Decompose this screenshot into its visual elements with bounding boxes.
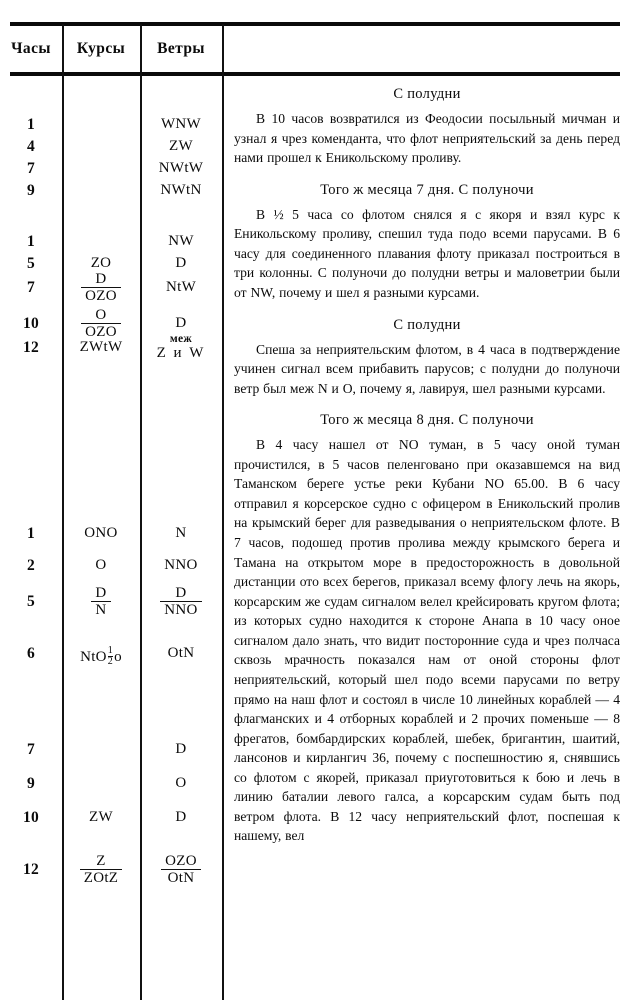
log-entry — [234, 182, 620, 303]
cell-wind — [140, 586, 222, 619]
wind-between-value — [157, 334, 206, 361]
log-entry-heading: Того ж месяца 7 дня. С полуночи — [320, 181, 534, 198]
cell-wind: O — [175, 775, 187, 791]
cell-wind: NtW — [165, 279, 197, 295]
cell-course: ZWtW — [79, 339, 123, 355]
cell-course: ZO — [90, 255, 112, 271]
fraction-numerator: OZO — [165, 853, 197, 869]
table-header-row — [0, 34, 630, 68]
cell-course: ZW — [89, 809, 113, 825]
cell-course — [62, 646, 140, 667]
course-suffix: o — [114, 649, 122, 665]
log-entry-heading: Того ж месяца 8 дня. С полуночи — [320, 412, 534, 429]
cell-hour: 5 — [26, 593, 36, 610]
log-entry-heading: С полудни — [393, 86, 461, 102]
cell-hour: 1 — [26, 233, 36, 250]
cell-hour: 12 — [22, 339, 40, 356]
fraction-numerator: D — [95, 585, 107, 601]
log-entry-heading: С полудни — [393, 316, 461, 333]
cell-wind: N — [175, 525, 187, 541]
cell-wind: WNW — [160, 116, 202, 132]
column-rule-winds — [222, 24, 224, 1000]
fraction-numerator: O — [95, 307, 107, 323]
cell-hour: 12 — [22, 861, 40, 878]
cell-hour: 10 — [22, 315, 40, 332]
fraction-value — [81, 308, 121, 341]
half-fraction — [108, 646, 113, 667]
column-header-hours: Часы — [11, 40, 51, 57]
fraction-denominator: OZO — [81, 287, 121, 304]
wind-between-directions: Z и W — [156, 344, 206, 361]
cell-hour: 1 — [26, 525, 36, 542]
cell-wind: D — [175, 741, 187, 757]
fraction-denominator: OtN — [161, 869, 201, 886]
fraction-value — [80, 854, 123, 887]
cell-wind: ZW — [169, 138, 193, 154]
column-header-courses: Курсы — [76, 40, 126, 57]
log-entry-text: В 4 часу нашел от NO туман, в 5 часу оной туман прочистился, в 5 часов пеленговано при оказавшемся на вид Таманском береге устье реки Кубани NO 65.00. В 6 часу отправил я корсерское судно с офицером в Еникольский пролив на крымский берег для разведывания о неприятельском флоте. В 7 часов, подошед против пролива между крымского берега и Тамана на открытом море в предосторожность в довольной дистанции ото всех берегов, приказал всему флогу лечь на якорь, корсарским же судам сигналом велел крейсировать кругом флота; из которых судно находится к стороне Анапа в 10 часу оное сигналом дало знать, что видит посторонние суда и чрез полчаса сквозь мрачность показался нам от оной стороны флот неприятельский, который шел подо всеми парусами по ветру прямо на наш флот и состоял в числе 10 линейных кораблей — 4 флагманских и 4 отборных кораблей и 2 прочих поменьше — 8 фрегатов, бомбардирских кораблей, шебек, бригантин, шаитий, лансонов и кирлангич 36, почему с поспешностию я, снявшись со флотом с якорей, приказал приуготовиться к бою и лечь в линию баталии левого галса, а корсарским судам быть под ветром флота. В 12 часу неприятельский флот, поспешая к нашему, вел — [234, 437, 620, 844]
cell-hour: 9 — [26, 775, 36, 792]
cell-wind: OtN — [167, 645, 195, 661]
cell-wind: D — [175, 255, 187, 271]
cell-course — [62, 586, 140, 619]
wind-between-label: меж — [169, 333, 193, 345]
log-entries-column — [234, 86, 620, 846]
column-header-winds: Ветры — [157, 40, 205, 57]
cell-hour: 4 — [26, 138, 36, 155]
cell-wind: NW — [168, 233, 194, 249]
fraction-denominator: NNO — [160, 601, 201, 618]
cell-hour: 5 — [26, 255, 36, 272]
cell-course: ONO — [84, 525, 118, 541]
cell-course — [62, 272, 140, 305]
cell-hour: 1 — [26, 116, 36, 133]
course-with-half-point — [80, 645, 122, 667]
fraction-denominator: OZO — [81, 323, 121, 340]
log-entry — [234, 86, 620, 168]
fraction-value — [91, 586, 110, 619]
half-numerator: 1 — [107, 645, 114, 656]
cell-wind — [140, 854, 222, 887]
cell-hour: 6 — [26, 645, 36, 662]
fraction-value — [81, 272, 121, 305]
cell-hour: 9 — [26, 182, 36, 199]
log-entry — [234, 412, 620, 846]
fraction-denominator: N — [91, 601, 110, 618]
cell-wind — [140, 334, 222, 361]
fraction-numerator: D — [175, 585, 187, 601]
fraction-numerator: D — [95, 271, 107, 287]
log-entry — [234, 317, 620, 399]
cell-course — [62, 854, 140, 887]
cell-hour: 7 — [26, 160, 36, 177]
half-denominator: 2 — [107, 656, 114, 667]
top-rule — [10, 22, 620, 26]
fraction-denominator: ZOtZ — [80, 869, 123, 886]
table-body — [0, 76, 222, 1000]
cell-course — [62, 308, 140, 341]
cell-wind: NNO — [164, 557, 198, 573]
cell-hour: 2 — [26, 557, 36, 574]
cell-course: O — [95, 557, 107, 573]
cell-wind: NWtW — [158, 160, 204, 176]
cell-hour: 7 — [26, 279, 36, 296]
log-entry-text: В 10 часов возвратился из Феодосии посыльный мичман и узнал я чрез коменданта, что флот неприятельский за день перед нами прошел к Еникольскому проливу. — [234, 111, 620, 166]
fraction-numerator: Z — [96, 853, 106, 869]
cell-hour: 10 — [22, 809, 40, 826]
log-entry-text: Спеша за неприятельским флотом, в 4 часа в подтверждение учинен сигнал всем прибавить парусов; с полудни до полуночи ветр был меж N и O, почему я, лавируя, шел разными курсами. — [234, 341, 620, 396]
cell-wind: NWtN — [160, 182, 202, 198]
cell-wind: D — [175, 809, 187, 825]
fraction-value — [160, 586, 201, 619]
fraction-value — [161, 854, 201, 887]
cell-hour: 7 — [26, 741, 36, 758]
log-entry-text: В ½ 5 часа со флотом снялся я с якоря и взял курс к Еникольскому проливу, спешил туда подо всеми парусами. В 6 часу для соединенного плавания флоту приказал построиться в три колонны. С полуночи до полудни ветры и маловетрии были от NW, почему и шел я разными курсами. — [234, 206, 620, 300]
cell-wind: D — [175, 315, 187, 331]
course-base: NtO — [80, 649, 107, 665]
